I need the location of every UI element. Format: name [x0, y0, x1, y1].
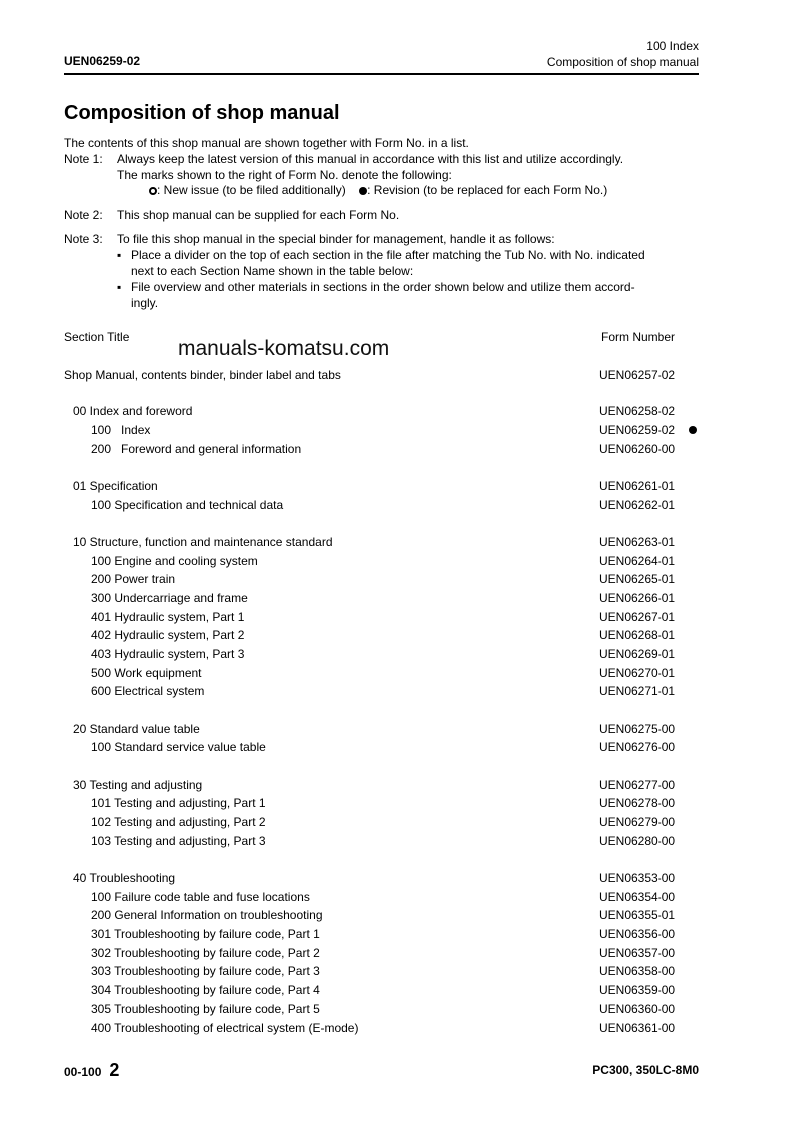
note-3-bullet-1-cont: next to each Section Name shown in the table below:: [131, 264, 414, 278]
note-3: [64, 231, 555, 247]
table-row: 30 Testing and adjusting UEN06277-00: [73, 778, 676, 792]
table-row: 100 Specification and technical data UEN06262-01: [91, 498, 676, 512]
note-1-text: Always keep the latest version of this manual in accordance with this list and utilize accordingly.: [117, 152, 624, 166]
new-issue-mark-icon: [149, 187, 157, 195]
note-2-text: This shop manual can be supplied for each Form No.: [117, 208, 400, 222]
table-row: 300 Undercarriage and frame UEN06266-01: [91, 591, 676, 605]
table-row: 500 Work equipment UEN06270-01: [91, 666, 676, 680]
revision-mark-icon: [359, 187, 367, 195]
table-row: 103 Testing and adjusting, Part 3 UEN06280-00: [91, 834, 676, 848]
new-issue-label: : New issue (to be filed additionally): [157, 183, 346, 197]
marks-legend: [149, 182, 607, 198]
table-row: 01 Specification UEN06261-01: [73, 479, 676, 493]
page-title: Composition of shop manual: [64, 102, 340, 124]
watermark: manuals-komatsu.com: [178, 337, 390, 360]
table-row: 302 Troubleshooting by failure code, Part 2 UEN06357-00: [91, 946, 676, 960]
intro-text: The contents of this shop manual are shown together with Form No. in a list.: [64, 136, 469, 150]
note-1-label: Note 1:: [64, 152, 103, 166]
note-3-label: Note 3:: [64, 232, 103, 246]
table-row: Shop Manual, contents binder, binder label and tabs UEN06257-02: [64, 368, 676, 382]
table-row: 304 Troubleshooting by failure code, Part 4 UEN06359-00: [91, 983, 676, 997]
footer-page-number: 2: [109, 1060, 120, 1080]
note-2: [64, 207, 399, 223]
table-row: 401 Hydraulic system, Part 1 UEN06267-01: [91, 610, 676, 624]
table-row: 40 Troubleshooting UEN06353-00: [73, 871, 676, 885]
table-row: 10 Structure, function and maintenance standard UEN06263-01: [73, 535, 676, 549]
table-row: 20 Standard value table UEN06275-00: [73, 722, 676, 736]
table-row: 102 Testing and adjusting, Part 2 UEN06279-00: [91, 815, 676, 829]
table-row: 303 Troubleshooting by failure code, Part 3 UEN06358-00: [91, 964, 676, 978]
footer-model: PC300, 350LC-8M0: [592, 1063, 699, 1077]
column-header-section-title: Section Title: [64, 330, 130, 344]
table-row: 200 General Information on troubleshooting UEN06355-01: [91, 908, 676, 922]
table-row: 200 Power train UEN06265-01: [91, 572, 676, 586]
table-row: 00 Index and foreword UEN06258-02: [73, 404, 676, 418]
table-row: 305 Troubleshooting by failure code, Part 5 UEN06360-00: [91, 1002, 676, 1016]
header-section-name: 100 Index: [646, 39, 699, 53]
revision-mark-icon: [689, 426, 697, 434]
table-row: 100 Index UEN06259-02: [64, 421, 704, 439]
note-1: [64, 151, 623, 167]
table-row: 301 Troubleshooting by failure code, Part 1 UEN06356-00: [91, 927, 676, 941]
doc-code: UEN06259-02: [64, 54, 141, 68]
header-section: [547, 38, 699, 70]
table-row: 100 Failure code table and fuse locations UEN06354-00: [91, 890, 676, 904]
note-3-text: To file this shop manual in the special binder for management, handle it as follows:: [117, 232, 555, 246]
table-row: 600 Electrical system UEN06271-01: [91, 684, 676, 698]
note-3-bullet-2: ▪ File overview and other materials in sections in the order shown below and utilize them accord-: [117, 280, 635, 294]
header-subtitle: Composition of shop manual: [546, 55, 699, 69]
bullet-icon: ▪: [117, 280, 122, 294]
note-2-label: Note 2:: [64, 208, 103, 222]
note-3-bullet-2-cont: ingly.: [131, 296, 159, 310]
column-header-form-number: Form Number: [601, 330, 676, 344]
bullet-icon: ▪: [117, 248, 122, 262]
table-row: 403 Hydraulic system, Part 3 UEN06269-01: [91, 647, 676, 661]
footer-page-code: 00-100: [64, 1065, 102, 1079]
table-row: 101 Testing and adjusting, Part 1 UEN06278-00: [91, 796, 676, 810]
note-1-marks-intro: The marks shown to the right of Form No. denote the following:: [117, 168, 452, 182]
revision-label: : Revision (to be replaced for each Form No.): [367, 183, 608, 197]
table-row: 402 Hydraulic system, Part 2 UEN06268-01: [91, 628, 676, 642]
footer-page: [64, 1060, 119, 1081]
note-3-bullet-1: ▪ Place a divider on the top of each section in the file after matching the Tub No. with No. indicated: [117, 248, 645, 262]
table-row: 400 Troubleshooting of electrical system (E-mode) UEN06361-00: [91, 1021, 676, 1035]
table-row: 100 Engine and cooling system UEN06264-01: [91, 554, 676, 568]
table-row: 100 Standard service value table UEN06276-00: [91, 740, 676, 754]
table-row: 200 Foreword and general information UEN06260-00: [91, 442, 676, 456]
header-divider: [64, 73, 699, 75]
